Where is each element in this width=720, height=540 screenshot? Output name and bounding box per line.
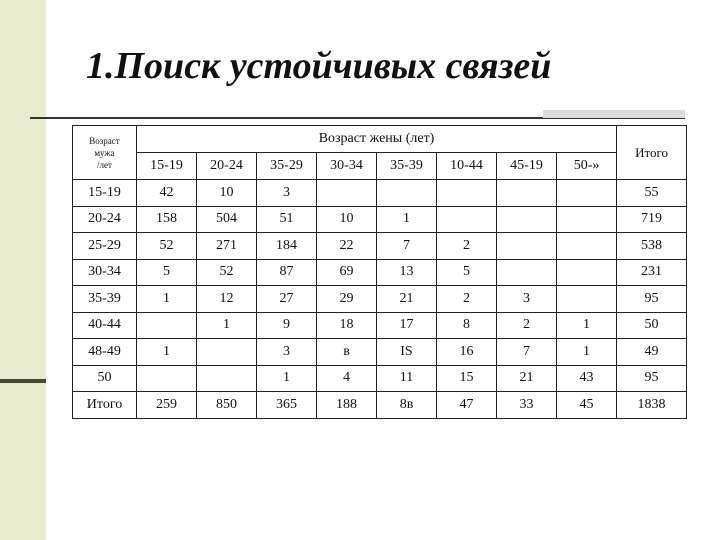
table-cell [557,286,617,313]
table-cell: 184 [257,233,317,260]
table-row [73,392,687,419]
table-cell: 1 [377,206,437,233]
table-cell: IS [377,339,437,366]
table-cell [557,180,617,207]
table-cell: 188 [317,392,377,419]
corner-header-cell [73,126,137,180]
table-cell: 17 [377,312,437,339]
table-row [73,206,687,233]
column-header-row [73,153,687,180]
table-cell: 43 [557,365,617,392]
table-cell: 21 [377,286,437,313]
row-total-cell: 719 [617,206,687,233]
table-cell: 8 [437,312,497,339]
table-cell [497,206,557,233]
table-cell: 52 [197,259,257,286]
table-cell: 158 [137,206,197,233]
table-cell [497,180,557,207]
total-column-header: Итого [617,126,687,180]
table-row [73,365,687,392]
table-cell: 27 [257,286,317,313]
table-cell: 365 [257,392,317,419]
table-cell: 259 [137,392,197,419]
table-cell: 1 [137,286,197,313]
table-cell [557,233,617,260]
title-divider-block [543,110,685,118]
row-label: 35-39 [73,286,137,313]
table-cell: 18 [317,312,377,339]
row-label: 20-24 [73,206,137,233]
column-header: 20-24 [197,153,257,180]
table-cell: 2 [437,233,497,260]
table-cell: 2 [437,286,497,313]
row-total-cell: 95 [617,286,687,313]
table-cell: 3 [257,339,317,366]
table-cell: 3 [257,180,317,207]
row-total-cell: 231 [617,259,687,286]
table-cell: 1 [557,339,617,366]
column-header: 35-39 [377,153,437,180]
table-cell: 1 [557,312,617,339]
table-row [73,339,687,366]
table-cell: 13 [377,259,437,286]
table-cell: 7 [377,233,437,260]
table-cell: 21 [497,365,557,392]
table-cell: 850 [197,392,257,419]
table-cell: 5 [437,259,497,286]
row-total-cell: 55 [617,180,687,207]
side-decor-rule [0,379,46,383]
table-cell: 22 [317,233,377,260]
table-cell: 47 [437,392,497,419]
table-cell [437,180,497,207]
table-cell [137,312,197,339]
table-cell: 16 [437,339,497,366]
table-body [73,180,687,419]
table-cell [197,365,257,392]
row-label: 15-19 [73,180,137,207]
table-cell: 10 [197,180,257,207]
table-cell: 504 [197,206,257,233]
table-row [73,259,687,286]
row-total-cell: 50 [617,312,687,339]
table-cell: 12 [197,286,257,313]
slide-title: 1.Поиск устойчивых связей [86,45,552,87]
table-cell: 1 [257,365,317,392]
row-label: 50 [73,365,137,392]
corner-line: Возраст [89,135,120,146]
table-cell: 29 [317,286,377,313]
row-label: 25-29 [73,233,137,260]
row-total-cell: 95 [617,365,687,392]
table-cell: 11 [377,365,437,392]
corner-line: мужа [94,147,115,158]
table-cell: 2 [497,312,557,339]
table-cell [557,259,617,286]
table-cell: 271 [197,233,257,260]
table-cell [497,233,557,260]
table-cell: 1 [137,339,197,366]
age-crosstab-table [72,125,687,419]
table-cell [557,206,617,233]
row-total-cell: 1838 [617,392,687,419]
row-total-cell: 538 [617,233,687,260]
table-cell [497,259,557,286]
table-cell: 9 [257,312,317,339]
table-cell: 42 [137,180,197,207]
table-cell: 4 [317,365,377,392]
wife-age-header: Возраст жены (лет) [137,126,617,153]
table-cell [197,339,257,366]
table-cell: 10 [317,206,377,233]
table-cell: 45 [557,392,617,419]
table-cell: 51 [257,206,317,233]
column-header: 35-29 [257,153,317,180]
row-label: 40-44 [73,312,137,339]
table-cell: 8в [377,392,437,419]
side-decor-band [0,0,46,540]
row-label: 30-34 [73,259,137,286]
row-label: Итого [73,392,137,419]
table-row [73,286,687,313]
table-row [73,233,687,260]
column-header: 50-» [557,153,617,180]
column-header: 15-19 [137,153,197,180]
table-cell: в [317,339,377,366]
table-cell: 52 [137,233,197,260]
table-cell: 7 [497,339,557,366]
table-cell: 69 [317,259,377,286]
table-cell: 3 [497,286,557,313]
table-cell [437,206,497,233]
column-header: 45-19 [497,153,557,180]
table-cell: 15 [437,365,497,392]
column-header: 10-44 [437,153,497,180]
table-cell: 5 [137,259,197,286]
column-header: 30-34 [317,153,377,180]
corner-line: /лет [97,159,112,170]
row-label: 48-49 [73,339,137,366]
table-cell: 1 [197,312,257,339]
table-cell: 87 [257,259,317,286]
table-cell [377,180,437,207]
table-row [73,180,687,207]
table-cell: 33 [497,392,557,419]
row-total-cell: 49 [617,339,687,366]
table-cell [317,180,377,207]
table-cell [137,365,197,392]
table-row [73,312,687,339]
